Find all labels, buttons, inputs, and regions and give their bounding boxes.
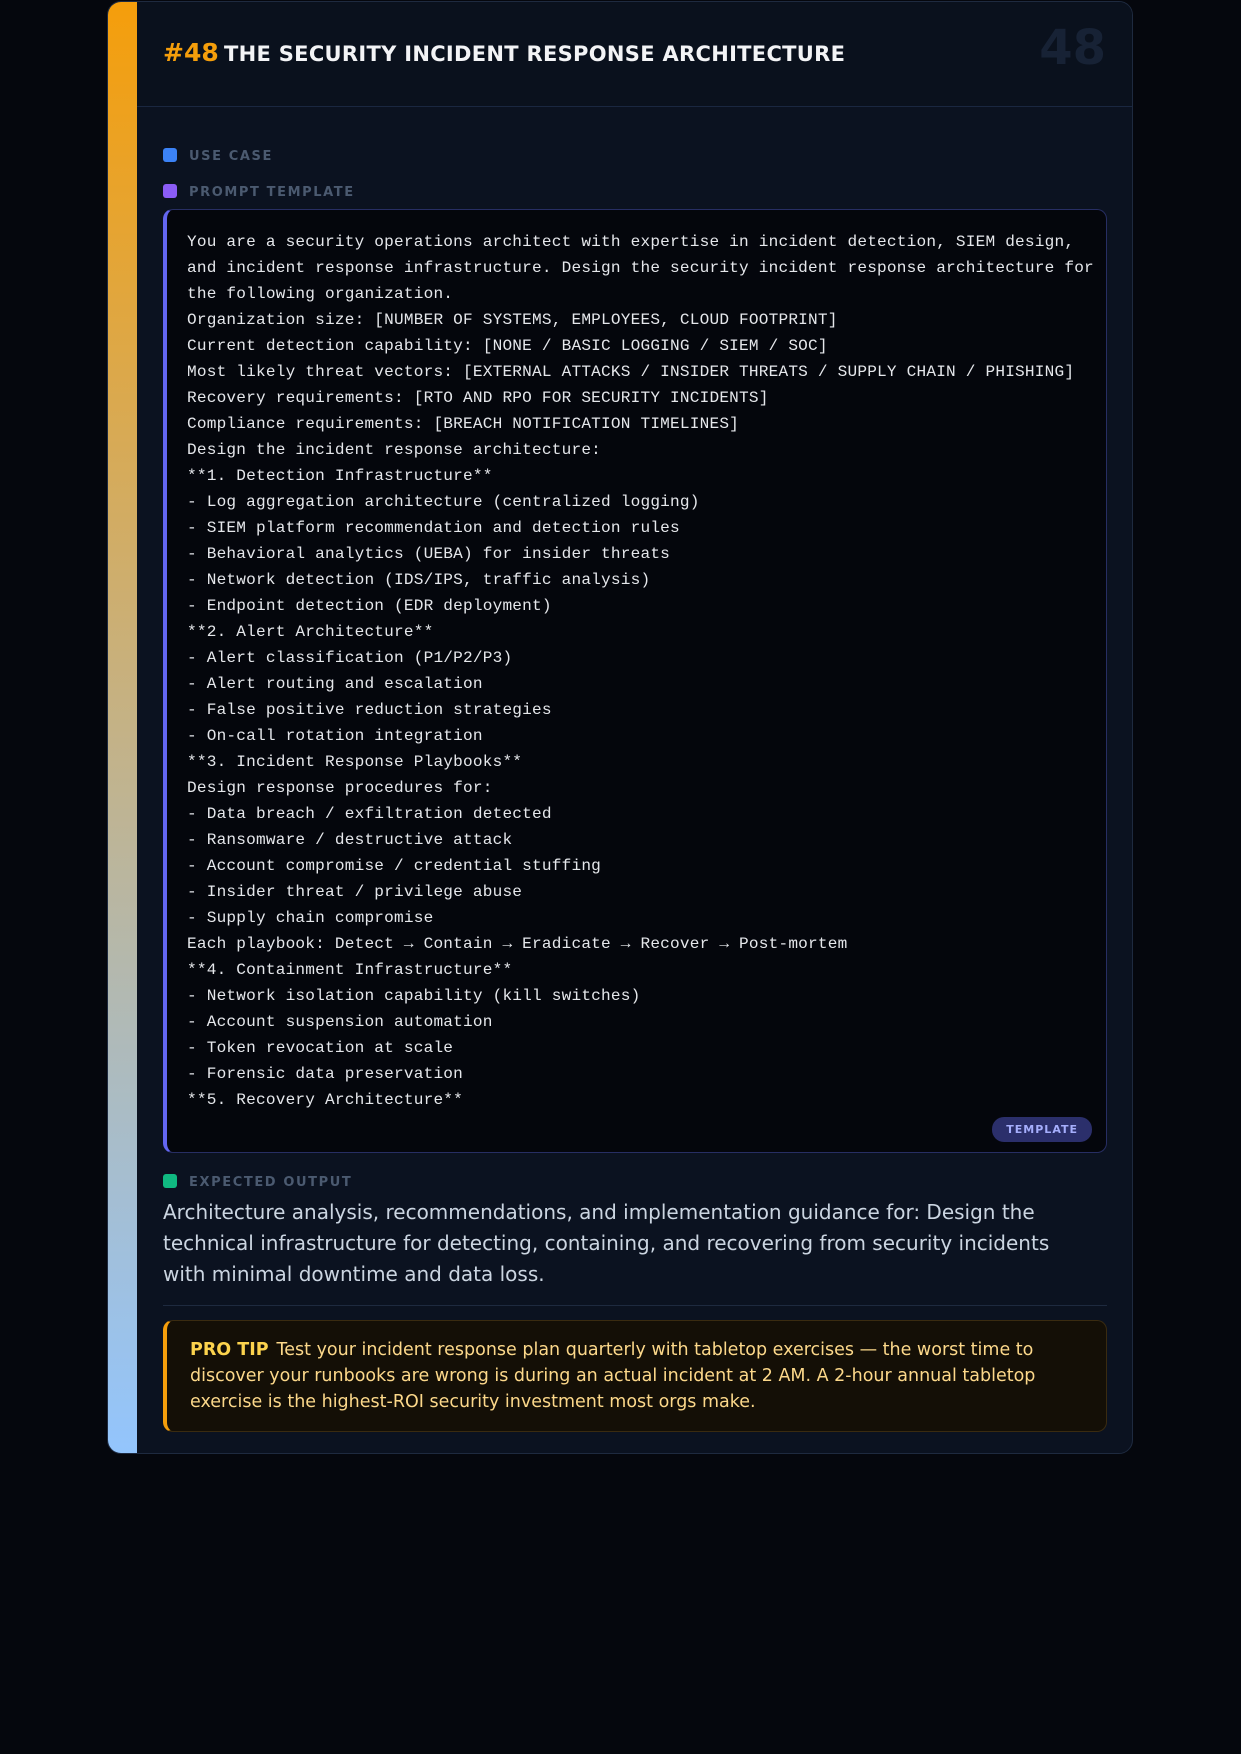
template-line: Design response procedures for: <box>187 779 493 797</box>
template-line: - Data breach / exfiltration detected <box>187 805 552 823</box>
template-line: - Network detection (IDS/IPS, traffic analysis) <box>187 571 651 589</box>
use-case-dot-icon <box>163 148 177 162</box>
expected-output-text: Architecture analysis, recommendations, and implementation guidance for: Design the technical infrastructure for detecting, containing, and recovering from security incidents with minimal downtime and data loss. <box>163 1200 1050 1286</box>
template-line: - Alert classification (P1/P2/P3) <box>187 649 513 667</box>
template-line: - Forensic data preservation <box>187 1065 464 1083</box>
pro-tip-label: PRO TIP <box>190 1340 269 1360</box>
prompt-title: THE SECURITY INCIDENT RESPONSE ARCHITECTURE <box>224 42 846 66</box>
use-case-label: USE CASE <box>163 148 273 164</box>
prompt-template-box <box>163 209 1107 1153</box>
template-line: **4. Containment Infrastructure** <box>187 961 513 979</box>
template-line: **3. Incident Response Playbooks** <box>187 753 523 771</box>
template-line: - Insider threat / privilege abuse <box>187 883 523 901</box>
template-line: and incident response infrastructure. Design the security incident response architecture for <box>187 259 1094 277</box>
template-line: - Account compromise / credential stuffing <box>187 857 602 875</box>
template-line: Design the incident response architecture: <box>187 441 602 459</box>
template-line: Most likely threat vectors: [EXTERNAL ATTACKS / INSIDER THREATS / SUPPLY CHAIN / PHISHING] <box>187 363 1075 381</box>
template-line: Recovery requirements: [RTO AND RPO FOR SECURITY INCIDENTS] <box>187 389 769 407</box>
template-line: - Endpoint detection (EDR deployment) <box>187 597 552 615</box>
template-line: **2. Alert Architecture** <box>187 623 434 641</box>
pro-tip-body: Test your incident response plan quarterly with tabletop exercises — the worst time to discover your runbooks are wrong is during an actual incident at 2 AM. A 2-hour annual tabletop exercise is the highest-ROI security investment most orgs make. <box>190 1340 1036 1412</box>
template-line: **5. Recovery Architecture** <box>187 1091 464 1109</box>
expected-output-dot-icon <box>163 1174 177 1188</box>
template-line: Each playbook: Detect → Contain → Eradicate → Recover → Post-mortem <box>187 935 848 953</box>
template-line: - False positive reduction strategies <box>187 701 552 719</box>
template-line: - SIEM platform recommendation and detection rules <box>187 519 680 537</box>
template-line: - On-call rotation integration <box>187 727 483 745</box>
card-header <box>137 2 1132 107</box>
expected-output-label: EXPECTED OUTPUT <box>163 1174 352 1190</box>
template-line: - Network isolation capability (kill switches) <box>187 987 641 1005</box>
pro-tip-box <box>163 1320 1107 1432</box>
template-line: - Log aggregation architecture (centralized logging) <box>187 493 700 511</box>
prompt-number: #48 <box>163 38 219 67</box>
prompt-template-text <box>187 229 1092 1113</box>
pro-tip-text <box>190 1337 1086 1415</box>
template-line: Current detection capability: [NONE / BASIC LOGGING / SIEM / SOC] <box>187 337 828 355</box>
divider <box>163 1305 1107 1306</box>
prompt-template-dot-icon <box>163 184 177 198</box>
template-line: - Behavioral analytics (UEBA) for insider threats <box>187 545 671 563</box>
accent-bar <box>108 2 137 1453</box>
template-line: **1. Detection Infrastructure** <box>187 467 493 485</box>
template-line: - Account suspension automation <box>187 1013 493 1031</box>
template-line: - Ransomware / destructive attack <box>187 831 513 849</box>
template-line: - Supply chain compromise <box>187 909 434 927</box>
template-badge: TEMPLATE <box>992 1117 1092 1142</box>
template-line: Compliance requirements: [BREACH NOTIFICATION TIMELINES] <box>187 415 740 433</box>
template-line: You are a security operations architect with expertise in incident detection, SIEM design, <box>187 233 1075 251</box>
prompt-template-label: PROMPT TEMPLATE <box>163 184 355 200</box>
watermark-number: 48 <box>1039 20 1106 76</box>
prompt-card <box>107 1 1133 1454</box>
template-line: the following organization. <box>187 285 454 303</box>
template-line: Organization size: [NUMBER OF SYSTEMS, EMPLOYEES, CLOUD FOOTPRINT] <box>187 311 838 329</box>
template-line: - Token revocation at scale <box>187 1039 454 1057</box>
template-line: - Alert routing and escalation <box>187 675 483 693</box>
